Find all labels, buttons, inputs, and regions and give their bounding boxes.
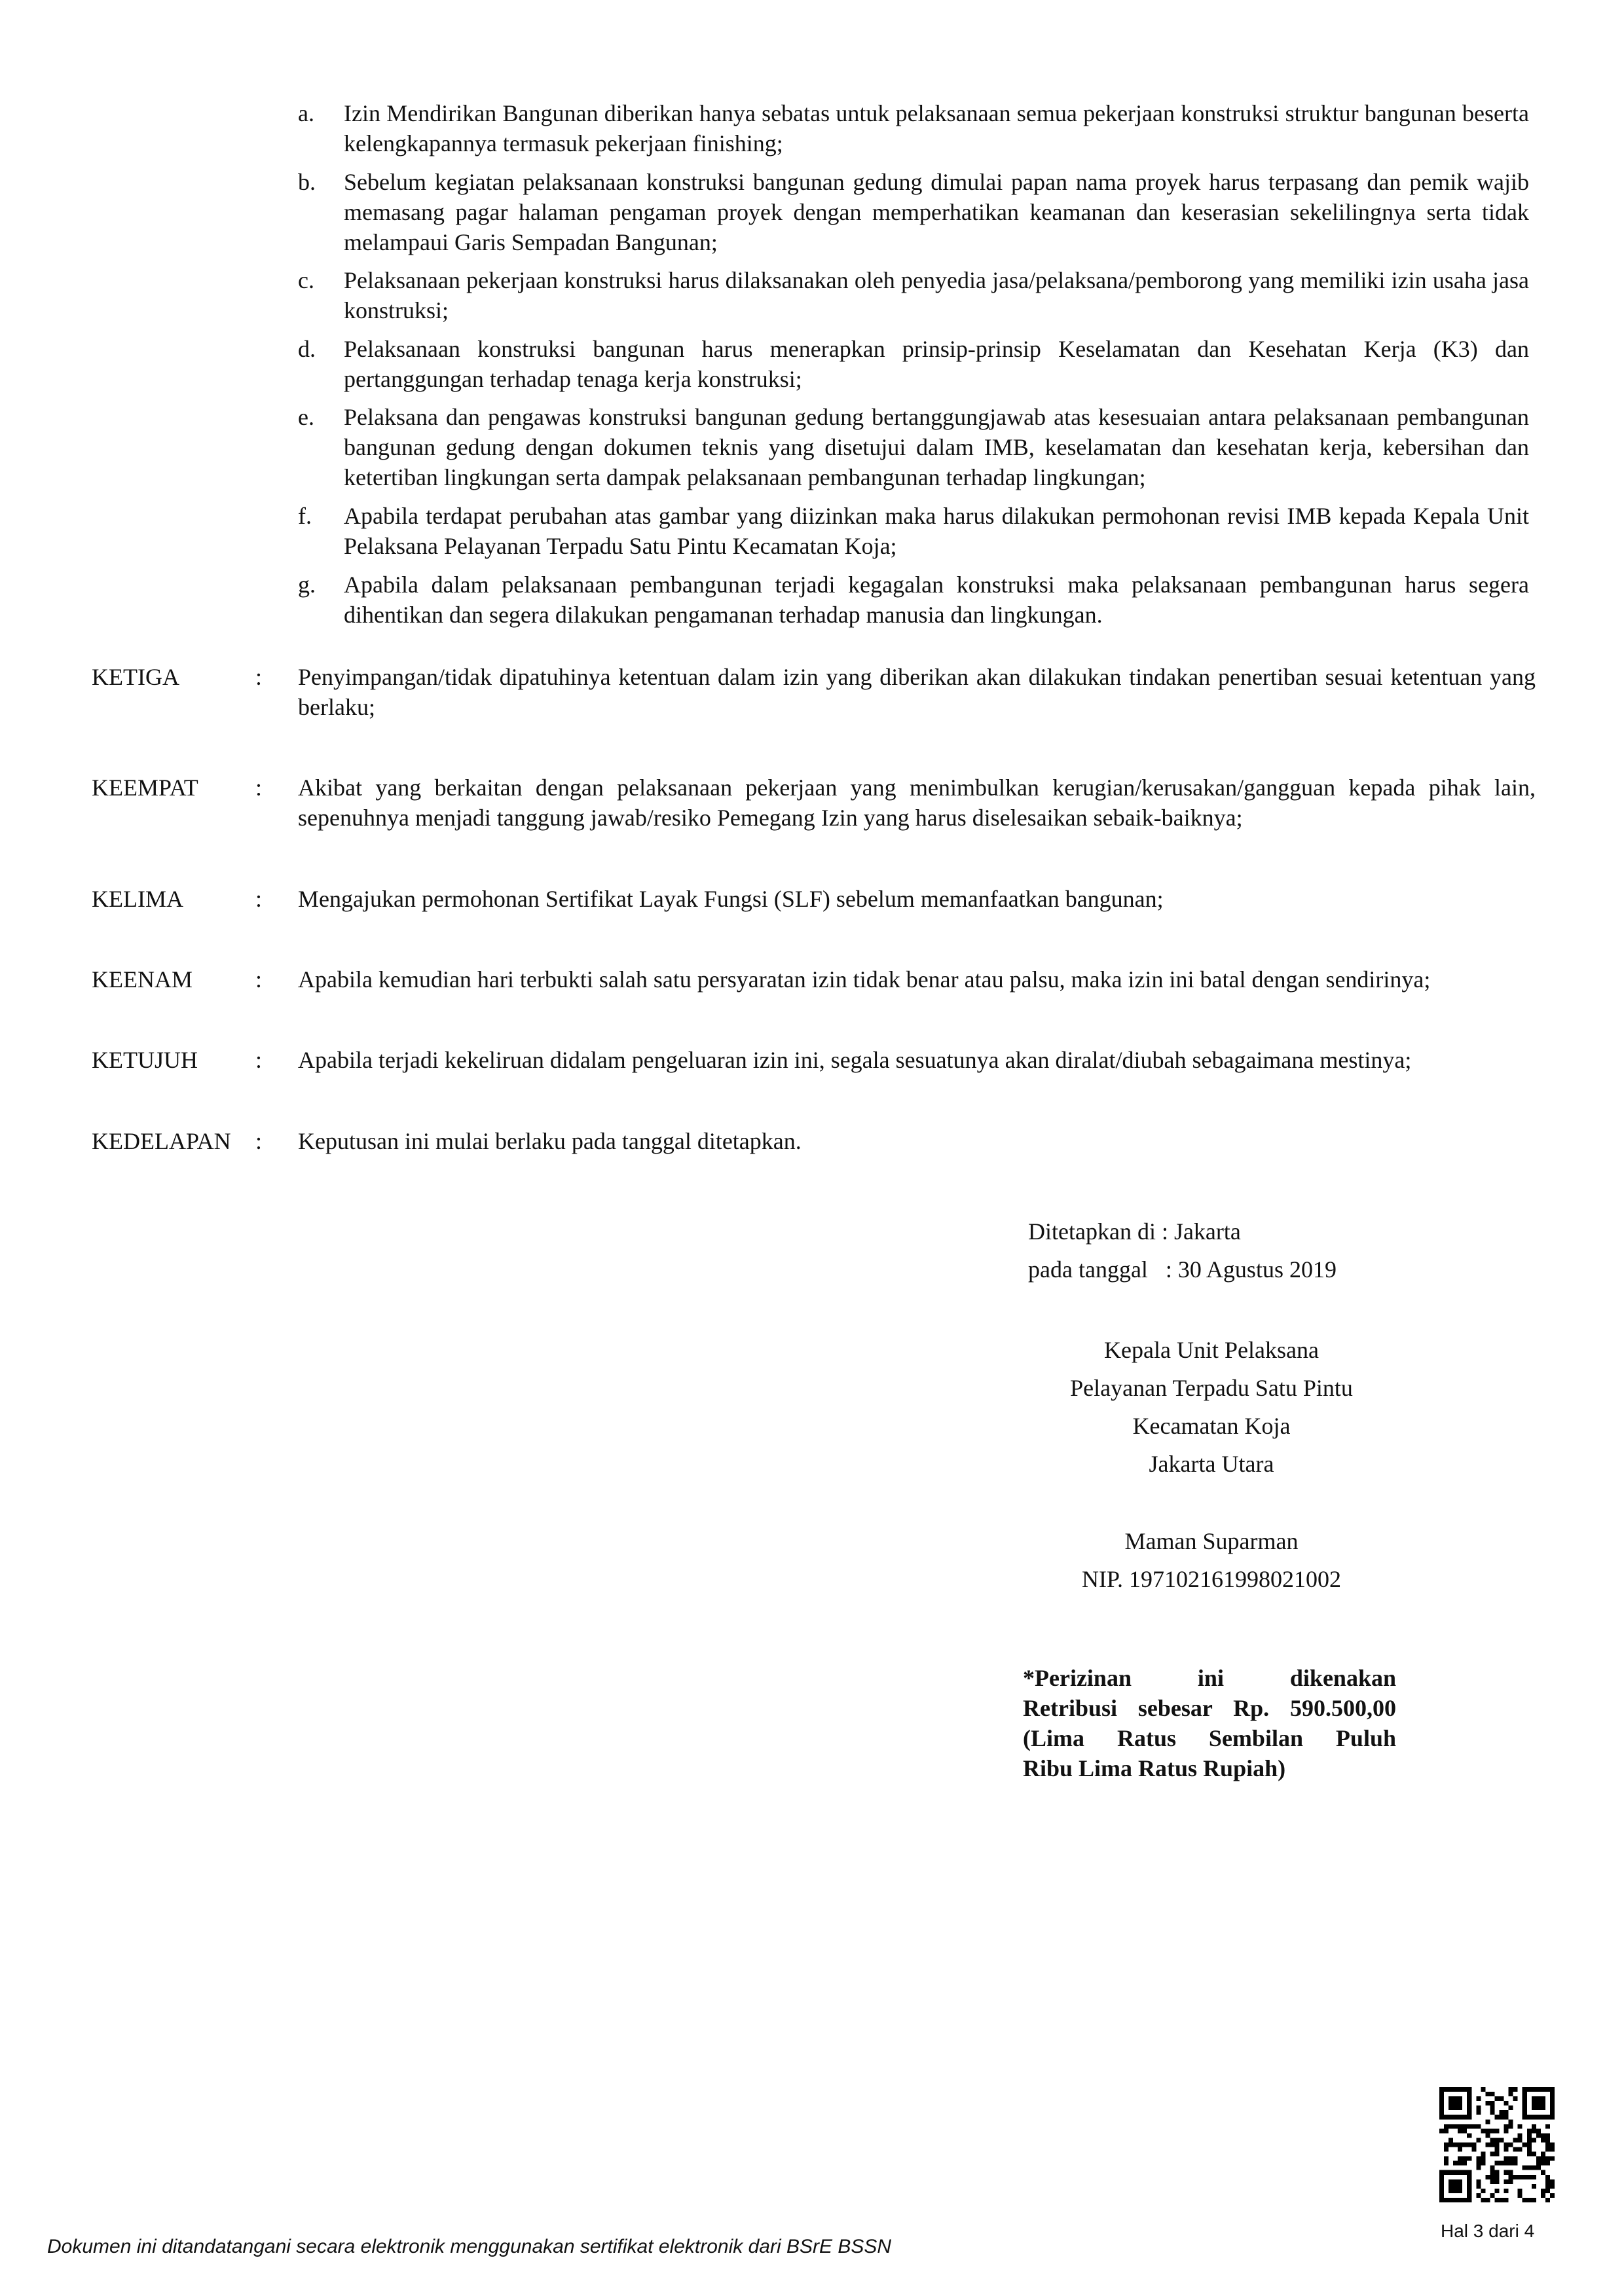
list-letter: e. [298, 404, 314, 430]
clause-kelima [92, 884, 1539, 914]
clause-label: KELIMA [92, 886, 183, 912]
clause-keempat [92, 773, 1539, 833]
list-item-d [298, 334, 1529, 394]
list-text: Apabila terdapat perubahan atas gambar yang diizinkan maka harus dilakukan permohonan revisi IMB kepada Kepala Unit Pelaksana Pelayanan Terpadu Satu Pintu Kecamatan Koja; [344, 503, 1529, 559]
list-item-f [298, 501, 1529, 561]
list-text: Izin Mendirikan Bangunan diberikan hanya sebatas untuk pelaksanaan semua pekerjaan konstruksi struktur bangunan beserta kelengkapannya termasuk pekerjaan finishing; [344, 100, 1529, 156]
list-text: Pelaksana dan pengawas konstruksi bangunan gedung bertanggungjawab atas kesesuaian antara pelaksanaan pembangunan bangunan gedung dengan dokumen teknis yang disetujui dalam IMB, keselamatan dan kesehatan kerja, kebersihan dan ketertiban lingkungan serta dampak pelaksanaan pembangunan terhadap lingkungan; [344, 404, 1529, 490]
title-line: Kecamatan Koja [1132, 1413, 1291, 1439]
signatory-title [976, 1331, 1447, 1483]
list-letter: g. [298, 572, 316, 598]
list-text: Pelaksanaan konstruksi bangunan harus menerapkan prinsip-prinsip Keselamatan dan Kesehatan Kerja (K3) dan pertanggungan terhadap tenaga kerja konstruksi; [344, 336, 1529, 392]
signatory-identity [976, 1522, 1447, 1598]
clause-text: Apabila terjadi kekeliruan didalam pengeluaran izin ini, segala sesuatunya akan diralat/diubah sebagaimana mestinya; [298, 1047, 1412, 1073]
list-text: Sebelum kegiatan pelaksanaan konstruksi bangunan gedung dimulai papan nama proyek harus terpasang dan pemik wajib memasang pagar halaman pengaman proyek dengan memperhatikan keamanan dan keserasian sekelilingnya serta tidak melampaui Garis Sempadan Bangunan; [344, 169, 1529, 255]
list-item-e [298, 402, 1529, 492]
list-item-a [298, 98, 1529, 158]
list-letter: a. [298, 100, 314, 126]
clause-kedelapan [92, 1126, 1539, 1156]
clause-text: Keputusan ini mulai berlaku pada tanggal ditetapkan. [298, 1128, 802, 1154]
retribusi-line: *Perizinan ini dikenakan [1023, 1665, 1396, 1691]
clause-colon: : [255, 1128, 263, 1154]
clause-colon: : [255, 886, 263, 912]
signatory-name: Maman Suparman [1124, 1528, 1299, 1554]
title-line: Jakarta Utara [1149, 1451, 1274, 1477]
place-line: Ditetapkan di : Jakarta [1028, 1218, 1241, 1245]
list-text: Pelaksanaan pekerjaan konstruksi harus dilaksanakan oleh penyedia jasa/pelaksana/pemborong yang memiliki izin usaha jasa konstruksi; [344, 267, 1529, 323]
list-letter: d. [298, 336, 316, 362]
retribusi-line: (Lima Ratus Sembilan Puluh [1023, 1725, 1396, 1751]
footer-esign-note: Dokumen ini ditandatangani secara elektronik menggunakan sertifikat elektronik dari BSrE BSSN [47, 2236, 892, 2257]
page-number: Hal 3 dari 4 [1441, 2221, 1535, 2241]
list-item-g [298, 570, 1529, 630]
clause-label: KEDELAPAN [92, 1128, 231, 1154]
list-letter: f. [298, 503, 312, 529]
clause-colon: : [255, 664, 263, 690]
clause-ketiga [92, 662, 1539, 722]
clause-label: KETUJUH [92, 1047, 198, 1073]
title-line: Pelayanan Terpadu Satu Pintu [1070, 1375, 1353, 1401]
clause-text: Apabila kemudian hari terbukti salah satu persyaratan izin tidak benar atau palsu, maka izin ini batal dengan sendirinya; [298, 966, 1431, 993]
clause-text: Mengajukan permohonan Sertifikat Layak Fungsi (SLF) sebelum memanfaatkan bangunan; [298, 886, 1164, 912]
signatory-nip: NIP. 197102161998021002 [1081, 1566, 1342, 1592]
clause-colon: : [255, 774, 263, 801]
clause-keenam [92, 964, 1539, 994]
list-item-b [298, 167, 1529, 257]
retribusi-note [1023, 1663, 1396, 1783]
date-line: pada tanggal : 30 Agustus 2019 [1028, 1256, 1337, 1283]
clause-text: Akibat yang berkaitan dengan pelaksanaan pekerjaan yang menimbulkan kerugian/kerusakan/gangguan kepada pihak lain, sepenuhnya menjadi tanggung jawab/resiko Pemegang Izin yang harus diselesaikan sebaik-baiknya; [298, 774, 1536, 831]
clause-text: Penyimpangan/tidak dipatuhinya ketentuan dalam izin yang diberikan akan dilakukan tindakan penertiban sesuai ketentuan yang berlaku; [298, 664, 1536, 720]
clause-colon: : [255, 1047, 263, 1073]
list-text: Apabila dalam pelaksanaan pembangunan terjadi kegagalan konstruksi maka pelaksanaan pembangunan harus segera dihentikan dan segera dilakukan pengamanan terhadap manusia dan lingkungan. [344, 572, 1529, 628]
clause-label: KEENAM [92, 966, 193, 993]
clause-label: KEEMPAT [92, 774, 198, 801]
list-letter: c. [298, 267, 314, 293]
clause-ketujuh [92, 1045, 1539, 1075]
list-letter: b. [298, 169, 316, 195]
clause-label: KETIGA [92, 664, 179, 690]
title-line: Kepala Unit Pelaksana [1104, 1337, 1319, 1363]
signature-place-date [1028, 1212, 1337, 1288]
clause-colon: : [255, 966, 263, 993]
qr-code-icon [1439, 2087, 1555, 2202]
list-item-c [298, 265, 1529, 325]
retribusi-line: Ribu Lima Ratus Rupiah) [1023, 1755, 1286, 1781]
retribusi-line: Retribusi sebesar Rp. 590.500,00 [1023, 1695, 1396, 1721]
